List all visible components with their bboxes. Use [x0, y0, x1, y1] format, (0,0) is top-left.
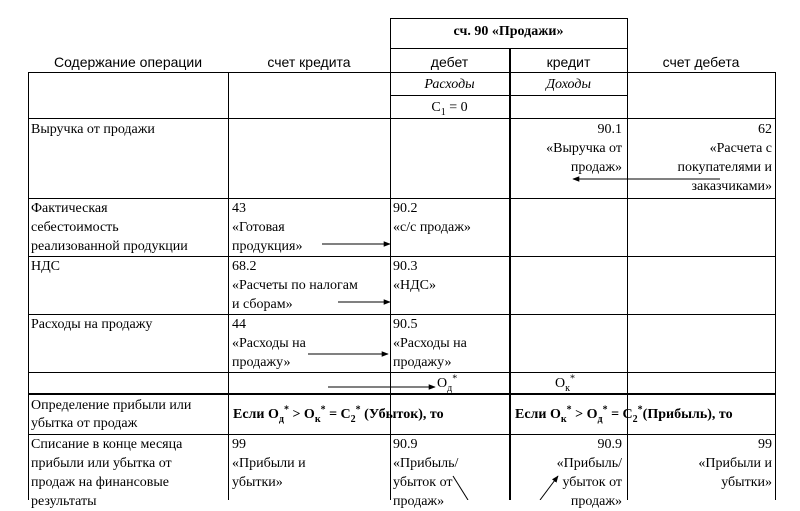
writeoff-label-line-2: прибыли или убытка от	[31, 456, 172, 471]
writeoff-debit-acc-code: 99	[758, 437, 772, 452]
writeoff-credit-code: 90.9	[597, 437, 622, 452]
writeoff-credit-acc-line-1: «Прибыли и	[232, 456, 306, 471]
selling-debit-code: 90.5	[393, 317, 418, 332]
selling-credit-acc-code: 44	[232, 317, 246, 332]
cost-label-line-1: Фактическая	[31, 201, 108, 216]
cost-label-line-2: себестоимость	[31, 220, 119, 235]
revenue-label: Выручка от продажи	[31, 122, 155, 137]
writeoff-label-line-4: результаты	[31, 494, 97, 509]
writeoff-debit-acc-line-1: «Прибыли и	[698, 456, 772, 471]
writeoff-debit-line-2: убыток от	[393, 475, 453, 490]
account-title: сч. 90 «Продажи»	[453, 24, 564, 39]
revenue-credit-line-2: продаж»	[570, 160, 622, 175]
arrow-writeoff-profit	[540, 476, 558, 500]
writeoff-credit-acc-line-2: убытки»	[232, 475, 283, 490]
cost-debit-line-1: «с/с продаж»	[393, 220, 471, 235]
revenue-credit-code: 90.1	[597, 122, 622, 137]
revenue-debit-acc-line-2: покупателями и	[677, 160, 772, 175]
loss-condition: Если $О_д^* > О_к^* = С_2^*$ (Убыток), то	[233, 404, 444, 425]
c1-balance: $С_1 = 0$	[431, 100, 468, 118]
debit-turnover: $О_д^*$	[437, 373, 458, 394]
col-credit-account: счет кредита	[267, 54, 351, 70]
writeoff-debit-acc-line-2: убытки»	[721, 475, 772, 490]
writeoff-debit-code: 90.9	[393, 437, 418, 452]
vat-credit-acc-line-2: и сборам»	[232, 297, 293, 312]
profit-condition: Если $О_к^* > О_д^*$ = $С_2^*(Прибыль)$, то	[515, 404, 733, 425]
vat-debit-line-1: «НДС»	[393, 278, 436, 293]
col-debit: дебет	[430, 54, 469, 70]
credit-turnover: $О_к^*$	[555, 373, 575, 394]
cost-label-line-3: реализованной продукции	[31, 239, 188, 254]
selling-debit-line-2: продажу»	[393, 355, 452, 370]
arrow-writeoff-loss	[453, 476, 468, 500]
profit-label-line-2: убытка от продаж	[31, 416, 138, 431]
writeoff-debit-line-3: продаж»	[393, 494, 445, 509]
revenue-debit-acc-line-3: заказчиками»	[691, 179, 772, 194]
writeoff-label-line-1: Списание в конце месяца	[31, 437, 183, 452]
col-content: Содержание операции	[53, 54, 203, 70]
revenue-debit-acc-line-1: «Расчета с	[709, 141, 772, 156]
selling-label: Расходы на продажу	[31, 317, 153, 332]
selling-credit-acc-line-1: «Расходы на	[232, 336, 306, 351]
writeoff-credit-line-2: убыток от	[562, 475, 622, 490]
cost-credit-acc-line-2: продукция»	[232, 239, 303, 254]
vat-debit-code: 90.3	[393, 259, 418, 274]
cost-credit-acc-line-1: «Готовая	[232, 220, 285, 235]
vat-label: НДС	[31, 259, 60, 274]
selling-debit-line-1: «Расходы на	[393, 336, 467, 351]
profit-label-line-1: Определение прибыли или	[31, 398, 192, 413]
vat-credit-acc-line-1: «Расчеты по налогам	[232, 278, 358, 293]
writeoff-credit-acc-code: 99	[232, 437, 246, 452]
expenses-label: Расходы	[424, 77, 475, 92]
selling-credit-acc-line-2: продажу»	[232, 355, 291, 370]
writeoff-credit-line-3: продаж»	[570, 494, 622, 509]
income-label: Доходы	[546, 77, 591, 92]
col-credit: кредит	[546, 54, 591, 70]
cost-debit-code: 90.2	[393, 201, 418, 216]
writeoff-credit-line-1: «Прибыль/	[556, 456, 622, 471]
revenue-credit-line-1: «Выручка от	[546, 141, 622, 156]
revenue-debit-acc-code: 62	[758, 122, 772, 137]
vat-credit-acc-code: 68.2	[232, 259, 257, 274]
col-debit-account: счет дебета	[662, 54, 740, 70]
writeoff-label-line-3: продаж на финансовые	[31, 475, 170, 490]
cost-credit-acc-code: 43	[232, 201, 246, 216]
writeoff-debit-line-1: «Прибыль/	[393, 456, 459, 471]
